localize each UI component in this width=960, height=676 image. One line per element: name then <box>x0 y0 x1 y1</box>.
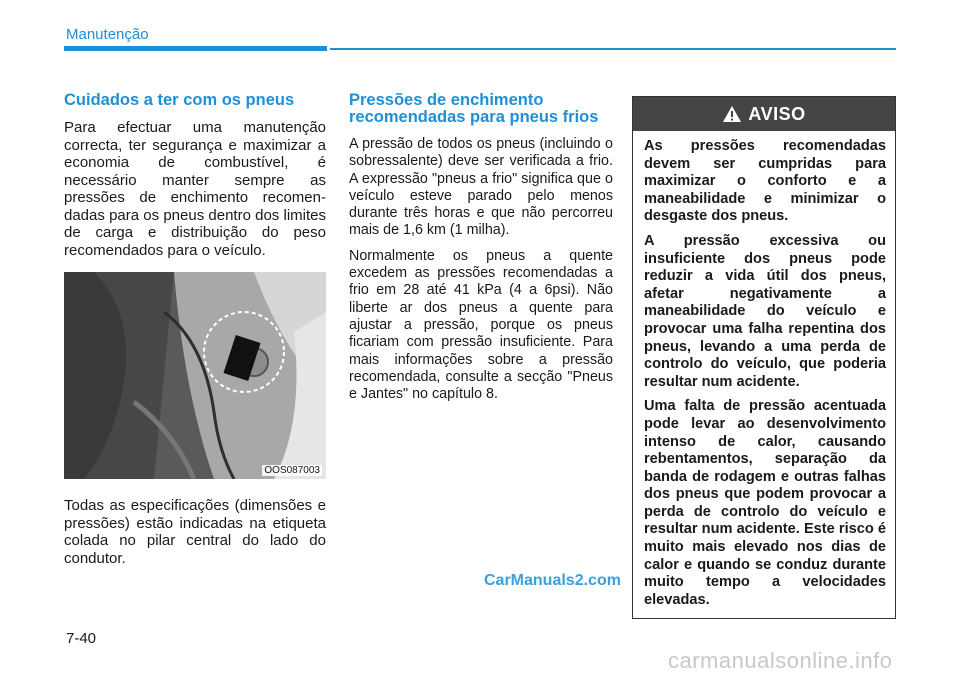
warning-header <box>633 97 895 131</box>
warning-para-1: As pressões recomendadas devem ser cumpridas para maximizar o conforto e a maneabilidade e minimizar o desgaste dos pneus. <box>644 138 886 225</box>
middle-column <box>349 92 613 403</box>
warning-title: AVISO <box>748 103 806 124</box>
tire-care-intro: Para efectuar uma manutenção correcta, ter segurança e maximizar a economia de combustível, é necessário manter sempre as pressões de enchimento recomen-dadas para os pneus dentro dos limites de carga e distribuição do peso recomendados para o veículo. <box>64 119 326 259</box>
warning-triangle-icon <box>722 105 742 123</box>
warning-para-3: Uma falta de pressão acentuada pode levar ao desenvolvimento intenso de calor, causando rebentamentos, separação da banda de rodagem e outras falhas dos pneus que podem provocar a perda de controlo do veículo e resultar num acidente. Este risco é muito mais elevado nos dias de calor e quando se conduz durante muito tempo a velocidades elevadas. <box>644 398 886 608</box>
carmanuals-watermark: CarManuals2.com <box>484 572 621 589</box>
cold-pressure-para-1: A pressão de todos os pneus (incluindo o sobressalente) deve ser verificada a frio. A expressão "pneus a frio" significa que o veículo esteve parado pelo menos durante três horas e que não percorreu mais de 1,6 km (1 milha). <box>349 136 613 239</box>
left-column <box>64 92 326 259</box>
cold-pressure-para-2: Normalmente os pneus a quente excedem as pressões recomendadas a frio em 28 até 41 kPa (4 a 6psi). Não liberte ar dos pneus a quente para ajustar a pressão, porque os pneus ficariam com pressão insuficiente. Para mais informações sobre a pressão recomendada, consulte a secção "Pneus e Jantes" no capítulo 8. <box>349 247 613 403</box>
warning-body <box>633 131 895 609</box>
cold-pressure-heading: Pressões de enchimento recomendadas para pneus frios <box>349 91 599 126</box>
header-rule-thin <box>330 48 896 50</box>
tire-care-heading: Cuidados a ter com os pneus <box>64 91 295 109</box>
label-location-text: Todas as especificações (dimensões e pressões) estão indicadas na etiqueta colada no pilar central do lado do condutor. <box>64 497 326 567</box>
page-number: 7-40 <box>66 630 97 647</box>
section-title: Manutenção <box>66 26 149 43</box>
door-pillar-illustration <box>64 272 326 479</box>
warning-para-2: A pressão excessiva ou insuficiente dos pneus pode reduzir a vida útil dos pneus, afetar negativamente a maneabilidade do veículo e provocar uma falha repentina dos pneus, levando a uma perda de controlo do veículo, que poderia resultar num acidente. <box>644 232 886 390</box>
image-code: OOS087003 <box>264 465 320 476</box>
warning-box <box>632 96 896 619</box>
header-rule-thick <box>64 46 327 51</box>
site-watermark: carmanualsonline.info <box>668 648 893 673</box>
door-pillar-photo <box>64 272 326 479</box>
